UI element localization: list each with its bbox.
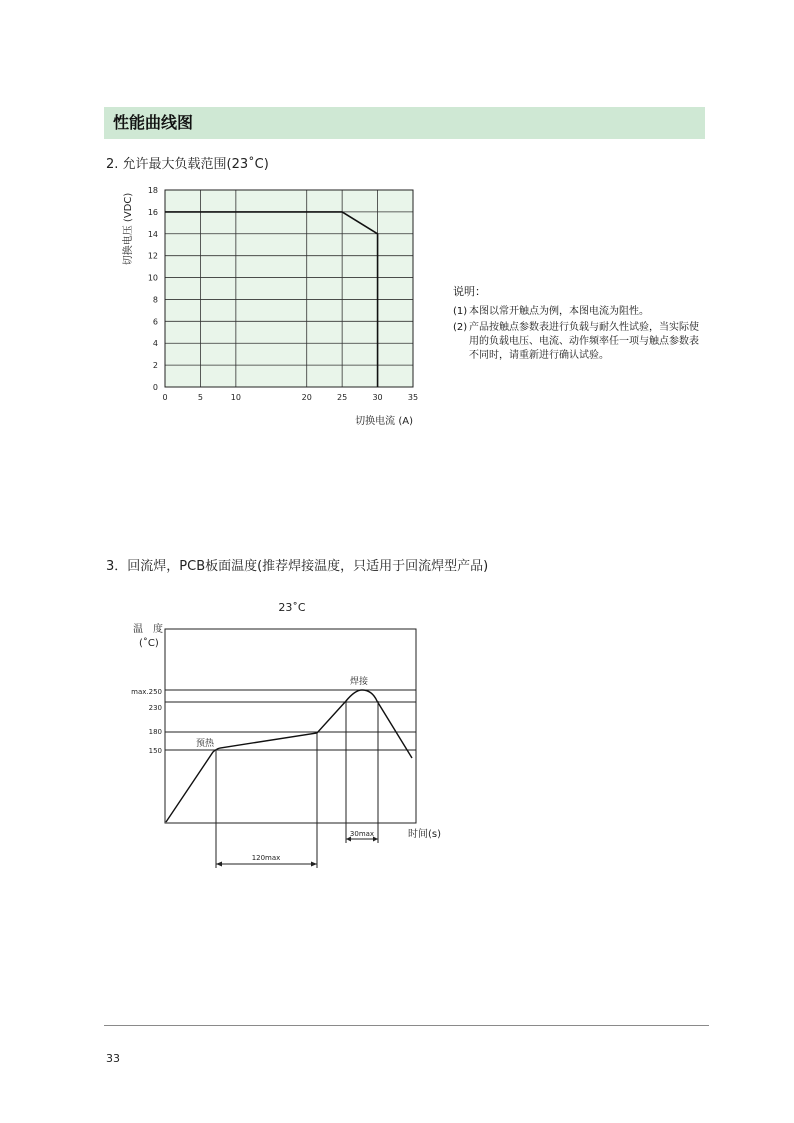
chart1-y-tick-label: 6 <box>152 317 158 327</box>
chart1-y-axis-label: 切换电压 (VDC) <box>123 192 134 266</box>
chart1-x-axis-label: 切换电流 (A) <box>355 416 413 427</box>
notes-heading: 说明： <box>453 285 486 298</box>
chart1-y-tick-label: 14 <box>147 229 158 239</box>
level-label-250: max.250 <box>131 688 162 696</box>
chart1-x-tick-label: 25 <box>337 393 348 402</box>
page-number: 33 <box>106 1052 120 1065</box>
chart2-y-axis-unit: (˚C) <box>139 638 159 649</box>
chart1-y-tick-label: 18 <box>147 186 158 195</box>
chart1-y-tick-label: 8 <box>152 295 158 305</box>
dimension-30-label: 30max <box>349 830 375 838</box>
chart1-y-tick-label: 16 <box>147 207 158 217</box>
level-label-230: 230 <box>148 704 162 712</box>
chart1-x-tick-label: 30 <box>372 393 383 402</box>
chart1-y-tick-label: 12 <box>147 251 158 261</box>
chart1-x-tick-label: 5 <box>197 393 203 402</box>
chart2-title: 23˚C <box>278 601 306 614</box>
level-label-150: 150 <box>148 747 162 755</box>
chart1-y-tick-label: 4 <box>152 339 158 349</box>
chart1-y-tick-label: 10 <box>147 273 158 283</box>
notes-item-text: 产品按触点参数表进行负载与耐久性试验，当实际使用的负载电压、电流、动作频率任一项与触点参数表不同时，请重新进行确认试验。 <box>469 322 699 361</box>
section-banner-title: 性能曲线图 <box>104 107 705 139</box>
reflow-temperature-curve <box>166 690 412 822</box>
notes-item-number: (2) <box>453 322 468 333</box>
dimension-120-label: 120max <box>251 854 281 862</box>
section3-title: 3．回流焊，PCB板面温度(推荐焊接温度，只适用于回流焊型产品) <box>106 559 489 574</box>
chart1-x-tick-label: 35 <box>407 393 419 402</box>
preheat-label: 预热 <box>196 739 215 749</box>
notes-item-number: (1) <box>453 306 468 317</box>
soldering-label: 焊接 <box>350 677 369 687</box>
notes-item-text: 本图以常开触点为例，本图电流为阻性。 <box>469 306 649 317</box>
chart1-y-tick-label: 2 <box>152 361 158 371</box>
chart2-x-axis-label: 时间(s) <box>408 829 442 840</box>
section2-title: 2. 允许最大负载范围(23˚C) <box>106 157 269 172</box>
level-label-180: 180 <box>148 728 162 736</box>
chart1-y-tick-label: 0 <box>152 383 158 392</box>
chart1-x-tick-label: 0 <box>162 393 168 402</box>
chart1-x-tick-label: 10 <box>230 393 241 402</box>
footer-divider <box>104 1025 709 1026</box>
chart1-x-tick-label: 20 <box>301 393 312 402</box>
chart2-y-axis-label: 温 度 <box>133 624 163 635</box>
